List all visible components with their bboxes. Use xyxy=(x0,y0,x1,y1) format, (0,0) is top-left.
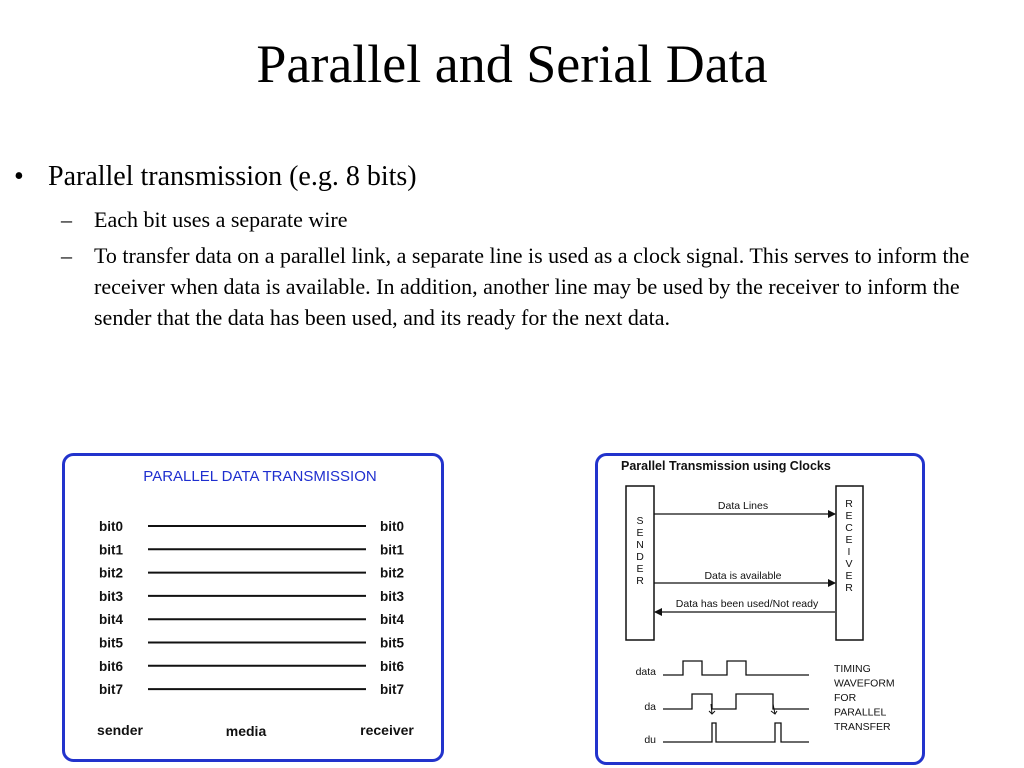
bit-label-receiver: bit7 xyxy=(380,682,405,698)
bit-label-receiver: bit1 xyxy=(380,542,405,558)
receiver-label: receiver xyxy=(360,722,414,738)
data-available-label: Data is available xyxy=(704,570,782,582)
signal-label-data: data xyxy=(635,666,656,678)
parallel-clocks-figure xyxy=(595,453,925,765)
sender-letters xyxy=(636,515,644,587)
bit-label-sender: bit7 xyxy=(99,682,124,698)
parallel-data-transmission-figure xyxy=(62,453,444,763)
bullet-text: Parallel transmission (e.g. 8 bits) xyxy=(48,161,417,192)
bit-label-receiver: bit3 xyxy=(380,588,405,604)
sub-bullet-item xyxy=(61,240,1001,333)
clocks-figure-svg xyxy=(595,453,925,765)
box-letter: R xyxy=(636,575,644,587)
box-letter: E xyxy=(845,510,853,522)
box-letter: E xyxy=(636,563,644,575)
parallel-figure-svg xyxy=(62,453,444,763)
box-letter: C xyxy=(845,522,853,534)
box-letter: R xyxy=(845,498,853,510)
figure-title: Parallel Transmission using Clocks xyxy=(621,459,831,473)
timing-label-line: TIMING xyxy=(834,663,871,675)
box-letter: N xyxy=(636,539,644,551)
bit-label-receiver: bit0 xyxy=(380,519,405,534)
box-letter: E xyxy=(845,570,853,582)
bit-label-receiver: bit5 xyxy=(380,635,405,651)
figure-frame xyxy=(64,455,443,761)
bit-label-sender: bit2 xyxy=(99,565,124,581)
sub-bullet-item xyxy=(61,204,1001,235)
dash-marker: – xyxy=(61,243,72,268)
box-letter: S xyxy=(636,515,644,527)
bit-label-sender: bit0 xyxy=(99,519,124,534)
sub-bullet-text: To transfer data on a parallel link, a separate line is used as a clock signal. This serves to inform the receiver when data is available. In addition, another line may be used by the receiver to inform the sender that the data has been used, and its ready for the next data. xyxy=(94,243,970,330)
data-lines-label: Data Lines xyxy=(717,500,769,512)
box-letter: D xyxy=(636,551,644,563)
figure-title: PARALLEL DATA TRANSMISSION xyxy=(143,468,377,485)
media-label: media xyxy=(225,723,267,739)
sub-bullet-text: Each bit uses a separate wire xyxy=(94,207,348,232)
bit-label-receiver: bit2 xyxy=(380,565,405,581)
timing-label-line: PARALLEL xyxy=(834,706,887,719)
box-letter: V xyxy=(845,558,853,570)
timing-label-line: TRANSFER xyxy=(834,721,891,733)
bit-label-sender: bit6 xyxy=(99,658,124,674)
dash-marker: – xyxy=(61,207,72,232)
bit-label-sender: bit5 xyxy=(99,635,124,651)
bit-label-sender: bit3 xyxy=(99,588,124,604)
page-title: Parallel and Serial Data xyxy=(256,34,768,94)
bit-label-sender: bit4 xyxy=(99,612,124,628)
box-letter: E xyxy=(845,534,853,546)
bit-label-receiver: bit6 xyxy=(380,658,405,674)
timing-label-line: WAVEFORM xyxy=(834,677,895,690)
bit-label-receiver: bit4 xyxy=(380,612,405,628)
data-used-label: Data has been used/Not ready xyxy=(675,598,819,610)
box-letter: I xyxy=(847,546,851,558)
timing-label-line: FOR xyxy=(834,692,857,704)
sender-label: sender xyxy=(97,722,143,738)
box-letter: E xyxy=(636,527,644,539)
bit-label-sender: bit1 xyxy=(99,542,124,558)
bullet-marker: • xyxy=(14,161,24,192)
signal-label-da: da xyxy=(644,701,656,713)
box-letter: R xyxy=(845,582,853,594)
bullet-item xyxy=(14,160,417,194)
signal-label-du: du xyxy=(644,734,656,746)
